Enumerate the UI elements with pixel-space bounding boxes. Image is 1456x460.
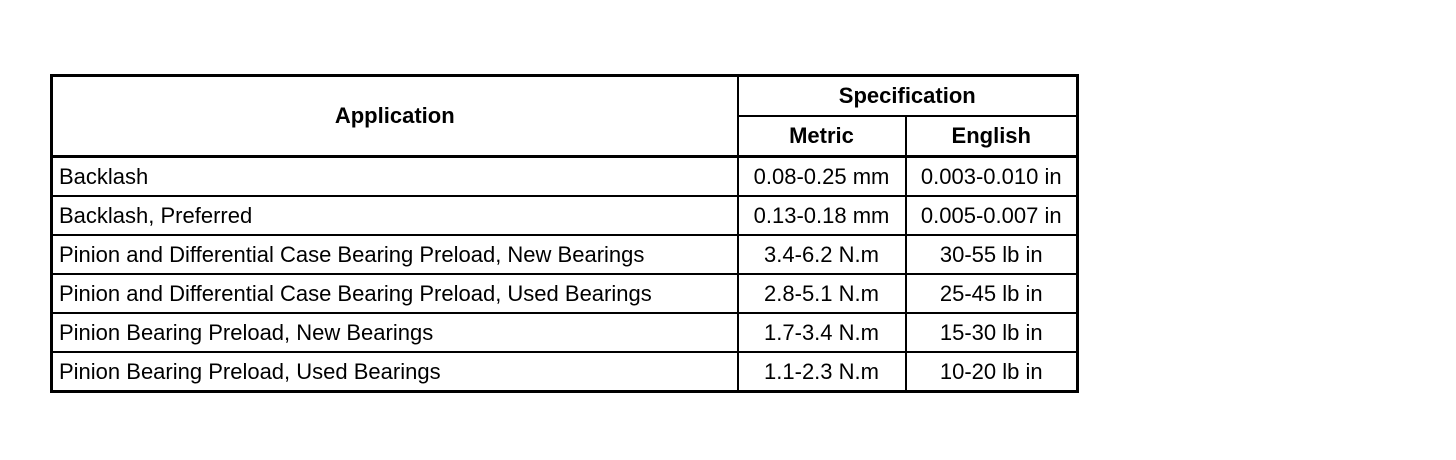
english-cell: 25-45 lb in bbox=[906, 274, 1078, 313]
metric-header: Metric bbox=[738, 116, 906, 157]
header-row bbox=[52, 76, 1078, 117]
specification-header: Specification bbox=[738, 76, 1078, 117]
english-cell: 15-30 lb in bbox=[906, 313, 1078, 352]
metric-cell: 1.7-3.4 N.m bbox=[738, 313, 906, 352]
application-header: Application bbox=[52, 76, 738, 157]
english-cell: 10-20 lb in bbox=[906, 352, 1078, 392]
application-cell: Pinion Bearing Preload, Used Bearings bbox=[52, 352, 738, 392]
metric-cell: 0.08-0.25 mm bbox=[738, 157, 906, 197]
table-header bbox=[52, 76, 1078, 157]
table-body bbox=[52, 157, 1078, 392]
table-row bbox=[52, 352, 1078, 392]
metric-cell: 3.4-6.2 N.m bbox=[738, 235, 906, 274]
metric-cell: 0.13-0.18 mm bbox=[738, 196, 906, 235]
application-cell: Backlash bbox=[52, 157, 738, 197]
table-row bbox=[52, 313, 1078, 352]
application-cell: Pinion and Differential Case Bearing Preload, Used Bearings bbox=[52, 274, 738, 313]
english-cell: 30-55 lb in bbox=[906, 235, 1078, 274]
application-cell: Pinion Bearing Preload, New Bearings bbox=[52, 313, 738, 352]
application-cell: Pinion and Differential Case Bearing Preload, New Bearings bbox=[52, 235, 738, 274]
table-row bbox=[52, 235, 1078, 274]
english-header: English bbox=[906, 116, 1078, 157]
specification-table bbox=[50, 74, 1079, 393]
english-cell: 0.003-0.010 in bbox=[906, 157, 1078, 197]
table-row bbox=[52, 196, 1078, 235]
application-cell: Backlash, Preferred bbox=[52, 196, 738, 235]
english-cell: 0.005-0.007 in bbox=[906, 196, 1078, 235]
table-row bbox=[52, 157, 1078, 197]
metric-cell: 1.1-2.3 N.m bbox=[738, 352, 906, 392]
table-row bbox=[52, 274, 1078, 313]
metric-cell: 2.8-5.1 N.m bbox=[738, 274, 906, 313]
